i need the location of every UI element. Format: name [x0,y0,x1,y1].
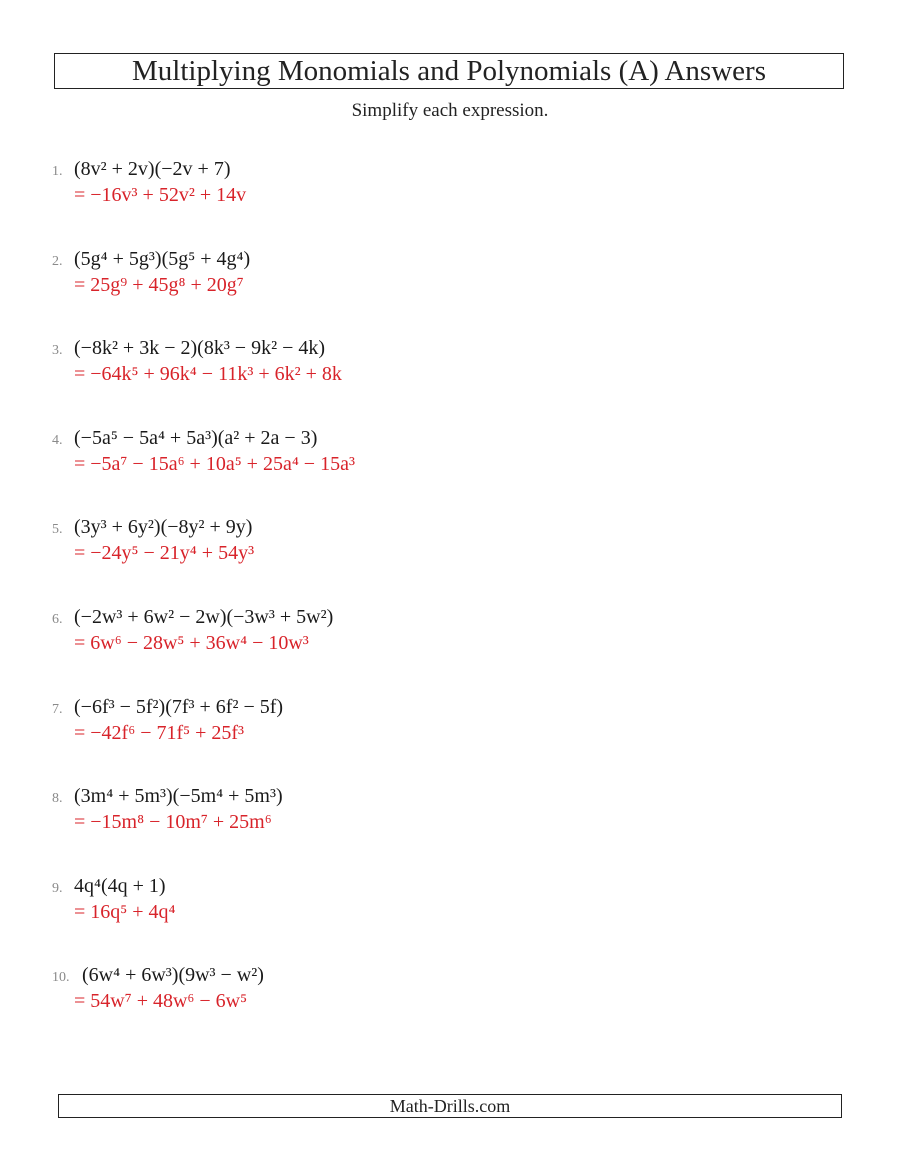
footer-site: Math-Drills.com [389,1095,511,1116]
problem-answer: = −24y⁵ − 21y⁴ + 54y³ [74,542,255,565]
problem-number: 6. [52,611,63,627]
problem-item [52,248,852,338]
problem-question: (6w⁴ + 6w³)(9w³ − w²) [82,964,264,987]
problem-question: (−6f³ − 5f²)(7f³ + 6f² − 5f) [74,695,284,718]
footer-box [58,1094,842,1118]
instructions: Simplify each expression. [351,100,549,121]
problem-answer: = 54w⁷ + 48w⁶ − 6w⁵ [74,990,248,1013]
problem-answer: = −16v³ + 52v² + 14v [74,184,247,206]
problem-answer: = −15m⁸ − 10m⁷ + 25m⁶ [74,811,272,834]
title-box [54,53,844,89]
problem-question: (−8k² + 3k − 2)(8k³ − 9k² − 4k) [74,337,326,360]
problem-question: (5g⁴ + 5g³)(5g⁵ + 4g⁴) [74,247,251,270]
problem-question: (−5a⁵ − 5a⁴ + 5a³)(a² + 2a − 3) [74,426,318,449]
problem-answer: = 6w⁶ − 28w⁵ + 36w⁴ − 10w³ [74,631,309,654]
problem-number: 10. [52,970,70,986]
problem-number: 7. [52,701,63,717]
problem-number: 9. [52,880,63,896]
problem-item [52,427,852,517]
problem-item [52,158,852,248]
problem-answer: = 16q⁵ + 4q⁴ [74,900,176,923]
page-title: Multiplying Monomials and Polynomials (A) Answers [132,54,766,87]
problem-question: 4q⁴(4q + 1) [74,874,166,897]
problem-answer: = −64k⁵ + 96k⁴ − 11k³ + 6k² + 8k [74,363,342,386]
problem-number: 8. [52,791,63,807]
problem-number: 5. [52,522,63,538]
problem-item [52,606,852,696]
problem-list [52,158,852,1054]
problem-number: 4. [52,432,63,448]
problem-item [52,696,852,786]
problem-item [52,785,852,875]
problem-question: (3m⁴ + 5m³)(−5m⁴ + 5m³) [74,785,283,808]
problem-answer: = −42f⁶ − 71f⁵ + 25f³ [74,721,245,744]
problem-question: (−2w³ + 6w² − 2w)(−3w³ + 5w²) [74,605,334,628]
problem-item [52,875,852,965]
problem-number: 2. [52,253,63,269]
problem-item [52,337,852,427]
problem-item [52,516,852,606]
problem-question: (3y³ + 6y²)(−8y² + 9y) [74,516,253,539]
problem-number: 3. [52,343,63,359]
problem-answer: = 25g⁹ + 45g⁸ + 20g⁷ [74,273,244,296]
problem-answer: = −5a⁷ − 15a⁶ + 10a⁵ + 25a⁴ − 15a³ [74,452,355,475]
problem-number: 1. [52,164,63,179]
problem-question: (8v² + 2v)(−2v + 7) [74,158,231,180]
problem-item [52,964,852,1054]
